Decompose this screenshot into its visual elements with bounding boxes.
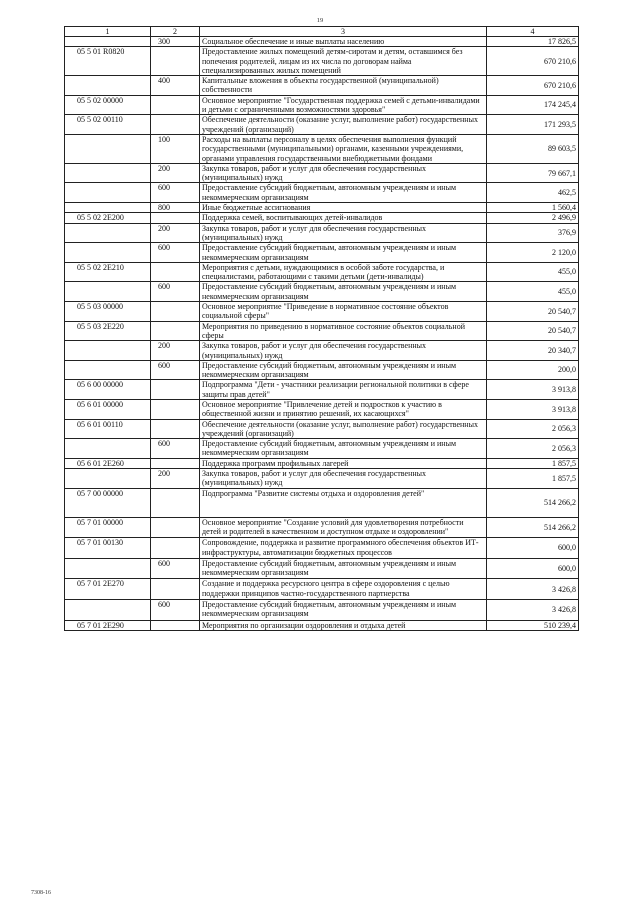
row-code xyxy=(65,163,151,183)
row-code xyxy=(65,600,151,621)
header-col-4: 4 xyxy=(487,27,579,37)
row-expense-type: 800 xyxy=(151,203,200,213)
row-expense-type: 600 xyxy=(151,360,200,380)
header-row xyxy=(65,27,579,37)
table-row xyxy=(65,341,579,361)
table-row xyxy=(65,115,579,135)
table-row xyxy=(65,620,579,630)
table-row xyxy=(65,458,579,468)
row-code: 05 5 02 2E200 xyxy=(65,213,151,223)
row-expense-type: 600 xyxy=(151,243,200,263)
row-name: Создание и поддержка ресурсного центра в сфере оздоровления с целью поддержки принципов частно-государственного партнерства xyxy=(200,579,487,600)
row-expense-type: 200 xyxy=(151,223,200,243)
header-col-3: 3 xyxy=(200,27,487,37)
row-amount: 670 210,6 xyxy=(487,76,579,96)
table-row xyxy=(65,47,579,76)
row-amount: 1 857,5 xyxy=(487,458,579,468)
row-amount: 3 913,8 xyxy=(487,399,579,419)
row-amount: 79 667,1 xyxy=(487,163,579,183)
row-name: Предоставление субсидий бюджетным, автономным учреждениям и иным некоммерческим организациям xyxy=(200,360,487,380)
row-name: Предоставление субсидий бюджетным, автономным учреждениям и иным некоммерческим организациям xyxy=(200,243,487,263)
row-expense-type: 200 xyxy=(151,341,200,361)
table-row xyxy=(65,37,579,47)
row-name: Закупка товаров, работ и услуг для обеспечения государственных (муниципальных) нужд xyxy=(200,469,487,489)
row-code xyxy=(65,341,151,361)
row-name: Сопровождение, поддержка и развитие программного обеспечения объектов ИТ-инфраструктуры, автоматизации бюджетных процессов xyxy=(200,538,487,559)
row-name: Предоставление субсидий бюджетным, автономным учреждениям и иным некоммерческим организациям xyxy=(200,439,487,459)
row-name: Капитальные вложения в объекты государственной (муниципальной) собственности xyxy=(200,76,487,96)
table-row xyxy=(65,223,579,243)
table-row xyxy=(65,399,579,419)
row-name: Мероприятия по организации оздоровления и отдыха детей xyxy=(200,620,487,630)
row-amount: 455,0 xyxy=(487,262,579,282)
table-row xyxy=(65,321,579,341)
row-amount: 670 210,6 xyxy=(487,47,579,76)
table-row xyxy=(65,380,579,400)
table-row xyxy=(65,439,579,459)
row-expense-type xyxy=(151,517,200,538)
row-code: 05 5 03 00000 xyxy=(65,302,151,322)
row-expense-type: 200 xyxy=(151,469,200,489)
row-amount: 376,9 xyxy=(487,223,579,243)
header-col-2: 2 xyxy=(151,27,200,37)
row-expense-type: 200 xyxy=(151,163,200,183)
row-amount: 600,0 xyxy=(487,558,579,579)
row-expense-type: 600 xyxy=(151,600,200,621)
row-name: Расходы на выплаты персоналу в целях обеспечения выполнения функций государственными (муниципальными) органами, казенными учреждениями, органами управления государственными внебюджетными фондами xyxy=(200,134,487,163)
row-name: Подпрограмма "Дети - участники реализации региональной политики в сфере защиты прав детей" xyxy=(200,380,487,400)
row-amount: 174 245,4 xyxy=(487,95,579,115)
table-row xyxy=(65,76,579,96)
row-amount: 171 293,5 xyxy=(487,115,579,135)
row-amount: 20 540,7 xyxy=(487,321,579,341)
row-code xyxy=(65,37,151,47)
row-name: Основное мероприятие "Создание условий для удовлетворения потребности детей и родителей в качественном и доступном отдыхе и оздоровлении" xyxy=(200,517,487,538)
row-name: Иные бюджетные ассигнования xyxy=(200,203,487,213)
row-code: 05 6 01 00000 xyxy=(65,399,151,419)
table-row xyxy=(65,600,579,621)
row-code xyxy=(65,282,151,302)
row-amount: 3 913,8 xyxy=(487,380,579,400)
row-code: 05 5 02 00000 xyxy=(65,95,151,115)
table-body xyxy=(65,37,579,631)
row-name: Предоставление субсидий бюджетным, автономным учреждениям и иным некоммерческим организациям xyxy=(200,558,487,579)
table-row xyxy=(65,558,579,579)
row-expense-type xyxy=(151,579,200,600)
row-amount: 3 426,8 xyxy=(487,600,579,621)
row-code xyxy=(65,469,151,489)
table-row xyxy=(65,488,579,517)
row-expense-type xyxy=(151,419,200,439)
row-amount: 1 857,5 xyxy=(487,469,579,489)
table-row xyxy=(65,419,579,439)
row-expense-type: 300 xyxy=(151,37,200,47)
row-expense-type: 100 xyxy=(151,134,200,163)
row-code: 05 5 03 2E220 xyxy=(65,321,151,341)
row-code: 05 7 01 2E270 xyxy=(65,579,151,600)
table-row xyxy=(65,243,579,263)
table-row xyxy=(65,517,579,538)
row-amount: 3 426,8 xyxy=(487,579,579,600)
row-name: Основное мероприятие "Приведение в нормативное состояние объектов социальной сферы" xyxy=(200,302,487,322)
page-number: 19 xyxy=(316,17,324,24)
row-expense-type: 600 xyxy=(151,439,200,459)
row-code xyxy=(65,76,151,96)
row-amount: 462,5 xyxy=(487,183,579,203)
row-amount: 200,0 xyxy=(487,360,579,380)
table-row xyxy=(65,163,579,183)
row-name: Закупка товаров, работ и услуг для обеспечения государственных (муниципальных) нужд xyxy=(200,341,487,361)
row-name: Основное мероприятие "Государственная поддержка семей с детьми-инвалидами и детьми с ограниченными возможностями здоровья" xyxy=(200,95,487,115)
row-expense-type: 600 xyxy=(151,558,200,579)
header-col-1: 1 xyxy=(65,27,151,37)
row-name: Мероприятия с детьми, нуждающимися в особой заботе государства, и специалистами, работающими с такими детьми (дети-инвалиды) xyxy=(200,262,487,282)
row-amount: 20 540,7 xyxy=(487,302,579,322)
row-name: Мероприятия по приведению в нормативное состояние объектов социальной сферы xyxy=(200,321,487,341)
row-code xyxy=(65,243,151,263)
table-row xyxy=(65,203,579,213)
row-amount: 455,0 xyxy=(487,282,579,302)
row-amount: 17 826,5 xyxy=(487,37,579,47)
budget-table xyxy=(64,26,579,631)
row-expense-type xyxy=(151,47,200,76)
row-name: Предоставление субсидий бюджетным, автономным учреждениям и иным некоммерческим организациям xyxy=(200,600,487,621)
table-row xyxy=(65,469,579,489)
row-name: Поддержка семей, воспитывающих детей-инвалидов xyxy=(200,213,487,223)
row-amount: 1 560,4 xyxy=(487,203,579,213)
row-amount: 600,0 xyxy=(487,538,579,559)
row-amount: 20 340,7 xyxy=(487,341,579,361)
table-row xyxy=(65,262,579,282)
row-code xyxy=(65,183,151,203)
row-code xyxy=(65,223,151,243)
row-name: Предоставление жилых помещений детям-сиротам и детям, оставшимся без попечения родителей, лицам из их числа по договорам найма специализированных жилых помещений xyxy=(200,47,487,76)
row-amount: 2 496,9 xyxy=(487,213,579,223)
table-row xyxy=(65,183,579,203)
row-expense-type xyxy=(151,380,200,400)
row-name: Основное мероприятие "Привлечение детей и подростков к участию в общественной жизни и принятию решений, их касающихся" xyxy=(200,399,487,419)
row-code xyxy=(65,558,151,579)
table-row xyxy=(65,95,579,115)
row-name: Социальное обеспечение и иные выплаты населению xyxy=(200,37,487,47)
table-row xyxy=(65,579,579,600)
row-expense-type xyxy=(151,262,200,282)
row-amount: 2 056,3 xyxy=(487,419,579,439)
row-amount: 2 120,0 xyxy=(487,243,579,263)
row-name: Закупка товаров, работ и услуг для обеспечения государственных (муниципальных) нужд xyxy=(200,163,487,183)
row-expense-type xyxy=(151,115,200,135)
row-expense-type xyxy=(151,399,200,419)
row-expense-type xyxy=(151,302,200,322)
row-name: Обеспечение деятельности (оказание услуг, выполнение работ) государственных учреждений (организаций) xyxy=(200,115,487,135)
row-code xyxy=(65,439,151,459)
row-code: 05 5 02 00110 xyxy=(65,115,151,135)
row-name: Предоставление субсидий бюджетным, автономным учреждениям и иным некоммерческим организациям xyxy=(200,282,487,302)
row-amount: 2 056,3 xyxy=(487,439,579,459)
table-row xyxy=(65,302,579,322)
row-amount: 510 239,4 xyxy=(487,620,579,630)
row-amount: 514 266,2 xyxy=(487,517,579,538)
row-code: 05 7 00 00000 xyxy=(65,488,151,517)
footer-code: 7308-16 xyxy=(31,890,51,896)
table-row xyxy=(65,538,579,559)
row-expense-type xyxy=(151,488,200,517)
table-row xyxy=(65,360,579,380)
row-code: 05 5 02 2E210 xyxy=(65,262,151,282)
row-expense-type xyxy=(151,458,200,468)
row-expense-type xyxy=(151,95,200,115)
row-code xyxy=(65,360,151,380)
row-expense-type: 400 xyxy=(151,76,200,96)
row-code xyxy=(65,134,151,163)
row-expense-type: 600 xyxy=(151,183,200,203)
row-amount: 89 603,5 xyxy=(487,134,579,163)
table-row xyxy=(65,213,579,223)
row-code: 05 5 01 R0820 xyxy=(65,47,151,76)
row-name: Закупка товаров, работ и услуг для обеспечения государственных (муниципальных) нужд xyxy=(200,223,487,243)
row-code: 05 7 01 2E290 xyxy=(65,620,151,630)
row-name: Обеспечение деятельности (оказание услуг, выполнение работ) государственных учреждений (организаций) xyxy=(200,419,487,439)
row-code xyxy=(65,203,151,213)
row-code: 05 6 01 00110 xyxy=(65,419,151,439)
table-row xyxy=(65,282,579,302)
row-code: 05 6 00 00000 xyxy=(65,380,151,400)
row-code: 05 7 01 00130 xyxy=(65,538,151,559)
row-expense-type xyxy=(151,538,200,559)
row-expense-type xyxy=(151,620,200,630)
row-name: Подпрограмма "Развитие системы отдыха и оздоровления детей" xyxy=(200,488,487,517)
row-expense-type: 600 xyxy=(151,282,200,302)
row-name: Предоставление субсидий бюджетным, автономным учреждениям и иным некоммерческим организациям xyxy=(200,183,487,203)
table-row xyxy=(65,134,579,163)
row-expense-type xyxy=(151,321,200,341)
row-code: 05 6 01 2E260 xyxy=(65,458,151,468)
row-expense-type xyxy=(151,213,200,223)
row-name: Поддержка программ профильных лагерей xyxy=(200,458,487,468)
row-code: 05 7 01 00000 xyxy=(65,517,151,538)
row-amount: 514 266,2 xyxy=(487,488,579,517)
